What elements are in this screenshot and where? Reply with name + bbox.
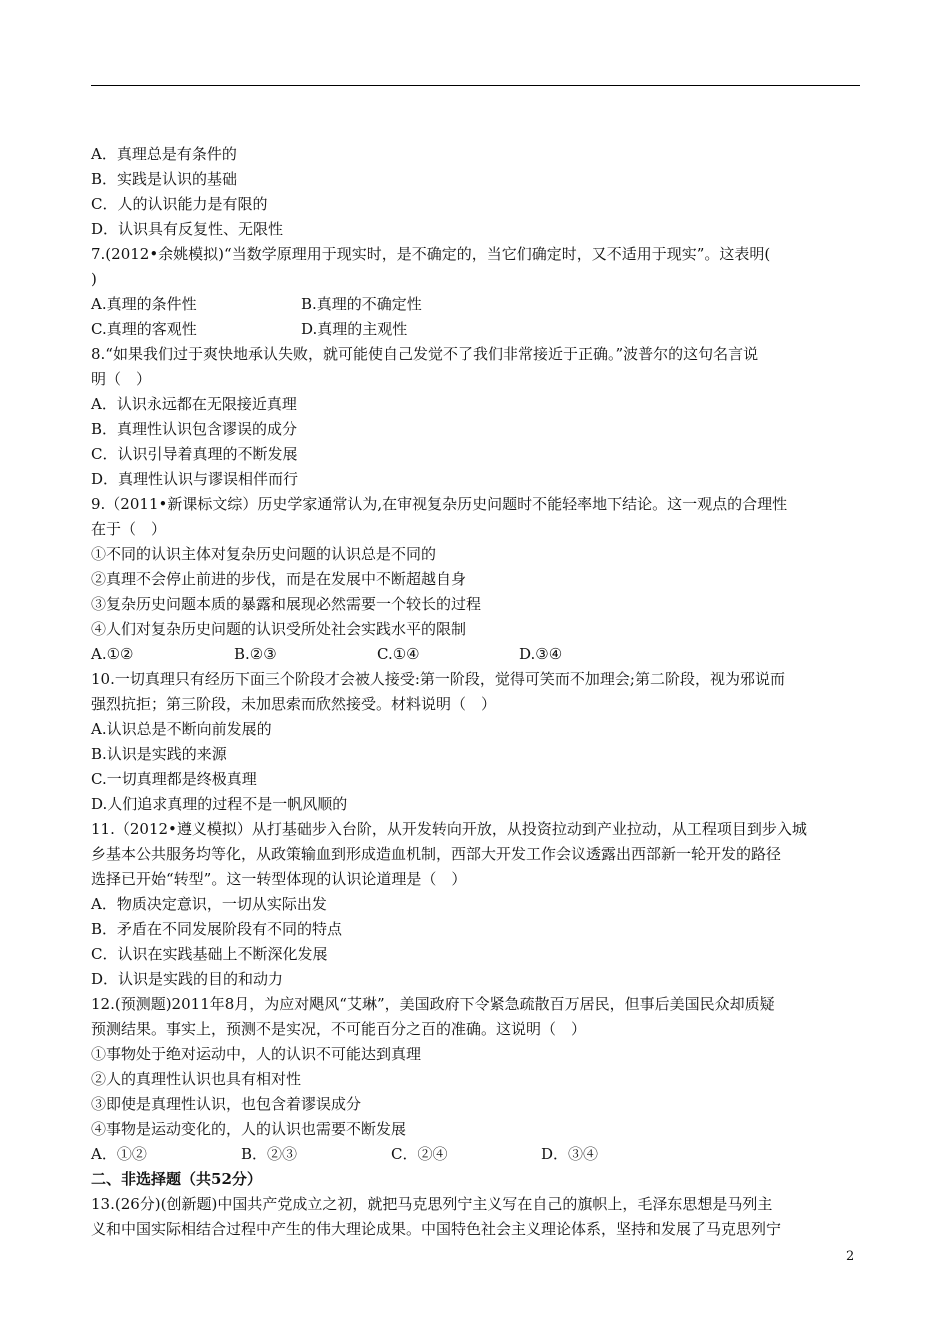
page-number: 2 bbox=[846, 1249, 855, 1264]
q12-statement-1: ①事物处于绝对运动中，人的认识不可能达到真理 bbox=[91, 1045, 422, 1063]
q6-option-b: B．实践是认识的基础 bbox=[91, 170, 238, 188]
q9-statement-1: ①不同的认识主体对复杂历史问题的认识总是不同的 bbox=[91, 545, 437, 563]
q12-stem-continued: 预测结果。事实上，预测不是实况，不可能百分之百的准确。这说明（ ） bbox=[91, 1020, 587, 1038]
q7-option-a: A.真理的条件性 bbox=[91, 295, 197, 313]
q8-stem-continued: 明（ ） bbox=[91, 370, 152, 388]
q9-option-b: B.②③ bbox=[234, 645, 277, 663]
q9-option-a: A.①② bbox=[91, 645, 134, 663]
q8-option-a: A．认识永远都在无限接近真理 bbox=[91, 395, 297, 413]
q6-option-a: A．真理总是有条件的 bbox=[91, 145, 237, 163]
q9-stem: 9.（2011•新课标文综）历史学家通常认为,在审视复杂历史问题时不能轻率地下结论。这一观点的合理性 bbox=[91, 495, 788, 513]
q12-option-c: C．②④ bbox=[391, 1145, 448, 1163]
q8-option-d: D．真理性认识与谬误相伴而行 bbox=[91, 470, 299, 488]
q10-option-b: B.认识是实践的来源 bbox=[91, 745, 227, 763]
q8-stem: 8.“如果我们过于爽快地承认失败，就可能使自己发觉不了我们非常接近于正确。”波普尔的这句名言说 bbox=[91, 345, 759, 363]
q12-option-b: B．②③ bbox=[241, 1145, 298, 1163]
q10-option-d: D.人们追求真理的过程不是一帆风顺的 bbox=[91, 795, 348, 813]
q12-options-row bbox=[91, 1142, 863, 1167]
q7-options-row-2 bbox=[91, 317, 863, 342]
q11-stem-line-3: 选择已开始“转型”。这一转型体现的认识论道理是（ ） bbox=[91, 870, 467, 888]
q7-stem: 7.(2012•余姚模拟)“当数学原理用于现实时，是不确定的，当它们确定时，又不适用于现实”。这表明( bbox=[91, 245, 771, 263]
q10-stem: 10.一切真理只有经历下面三个阶段才会被人接受:第一阶段，觉得可笑而不加理会;第二阶段，视为邪说而 bbox=[91, 670, 785, 688]
q9-option-d: D.③④ bbox=[519, 645, 563, 663]
q9-statement-4: ④人们对复杂历史问题的认识受所处社会实践水平的限制 bbox=[91, 620, 467, 638]
q11-stem-line-2: 乡基本公共服务均等化，从政策输血到形成造血机制，西部大开发工作会议透露出西部新一轮开发的路径 bbox=[91, 845, 782, 863]
q11-stem: 11.（2012•遵义模拟）从打基础步入台阶，从开发转向开放，从投资拉动到产业拉动，从工程项目到步入城 bbox=[91, 820, 807, 838]
document-body bbox=[91, 142, 863, 1242]
q9-statement-3: ③复杂历史问题本质的暴露和展现必然需要一个较长的过程 bbox=[91, 595, 482, 613]
q12-statement-2: ②人的真理性认识也具有相对性 bbox=[91, 1070, 302, 1088]
section-heading-non-choice: 二、非选择题（共52分） bbox=[91, 1170, 262, 1188]
q9-statement-2: ②真理不会停止前进的步伐，而是在发展中不断超越自身 bbox=[91, 570, 467, 588]
q11-option-a: A．物质决定意识，一切从实际出发 bbox=[91, 895, 327, 913]
header-rule bbox=[91, 85, 860, 86]
q6-option-c: C．人的认识能力是有限的 bbox=[91, 195, 268, 213]
q11-option-b: B．矛盾在不同发展阶段有不同的特点 bbox=[91, 920, 343, 938]
q12-statement-3: ③即使是真理性认识，也包含着谬误成分 bbox=[91, 1095, 362, 1113]
q12-option-a: A．①② bbox=[91, 1145, 147, 1163]
q9-option-c: C.①④ bbox=[377, 645, 420, 663]
q7-option-b: B.真理的不确定性 bbox=[301, 295, 422, 313]
q6-option-d: D．认识具有反复性、无限性 bbox=[91, 220, 284, 238]
q9-stem-continued: 在于（ ） bbox=[91, 520, 167, 538]
q13-stem-continued: 义和中国实际相结合过程中产生的伟大理论成果。中国特色社会主义理论体系，坚持和发展了马克思列宁 bbox=[91, 1220, 782, 1238]
q7-stem-continued: ) bbox=[91, 270, 97, 288]
q9-options-row bbox=[91, 642, 863, 667]
q12-statement-4: ④事物是运动变化的，人的认识也需要不断发展 bbox=[91, 1120, 407, 1138]
q10-option-c: C.一切真理都是终极真理 bbox=[91, 770, 257, 788]
q7-option-c: C.真理的客观性 bbox=[91, 320, 197, 338]
q8-option-c: C．认识引导着真理的不断发展 bbox=[91, 445, 298, 463]
q7-option-d: D.真理的主观性 bbox=[301, 320, 408, 338]
q7-options-row-1 bbox=[91, 292, 863, 317]
q12-option-d: D．③④ bbox=[541, 1145, 599, 1163]
q11-option-c: C．认识在实践基础上不断深化发展 bbox=[91, 945, 328, 963]
q13-stem: 13.(26分)(创新题)中国共产党成立之初，就把马克思列宁主义写在自己的旗帜上，毛泽东思想是马列主 bbox=[91, 1195, 773, 1213]
q10-option-a: A.认识总是不断向前发展的 bbox=[91, 720, 272, 738]
q11-option-d: D．认识是实践的目的和动力 bbox=[91, 970, 284, 988]
q8-option-b: B．真理性认识包含谬误的成分 bbox=[91, 420, 298, 438]
q12-stem: 12.(预测题)2011年8月，为应对飓风“艾琳”，美国政府下令紧急疏散百万居民，但事后美国民众却质疑 bbox=[91, 995, 775, 1013]
q10-stem-continued: 强烈抗拒；第三阶段，未加思索而欣然接受。材料说明（ ） bbox=[91, 695, 497, 713]
